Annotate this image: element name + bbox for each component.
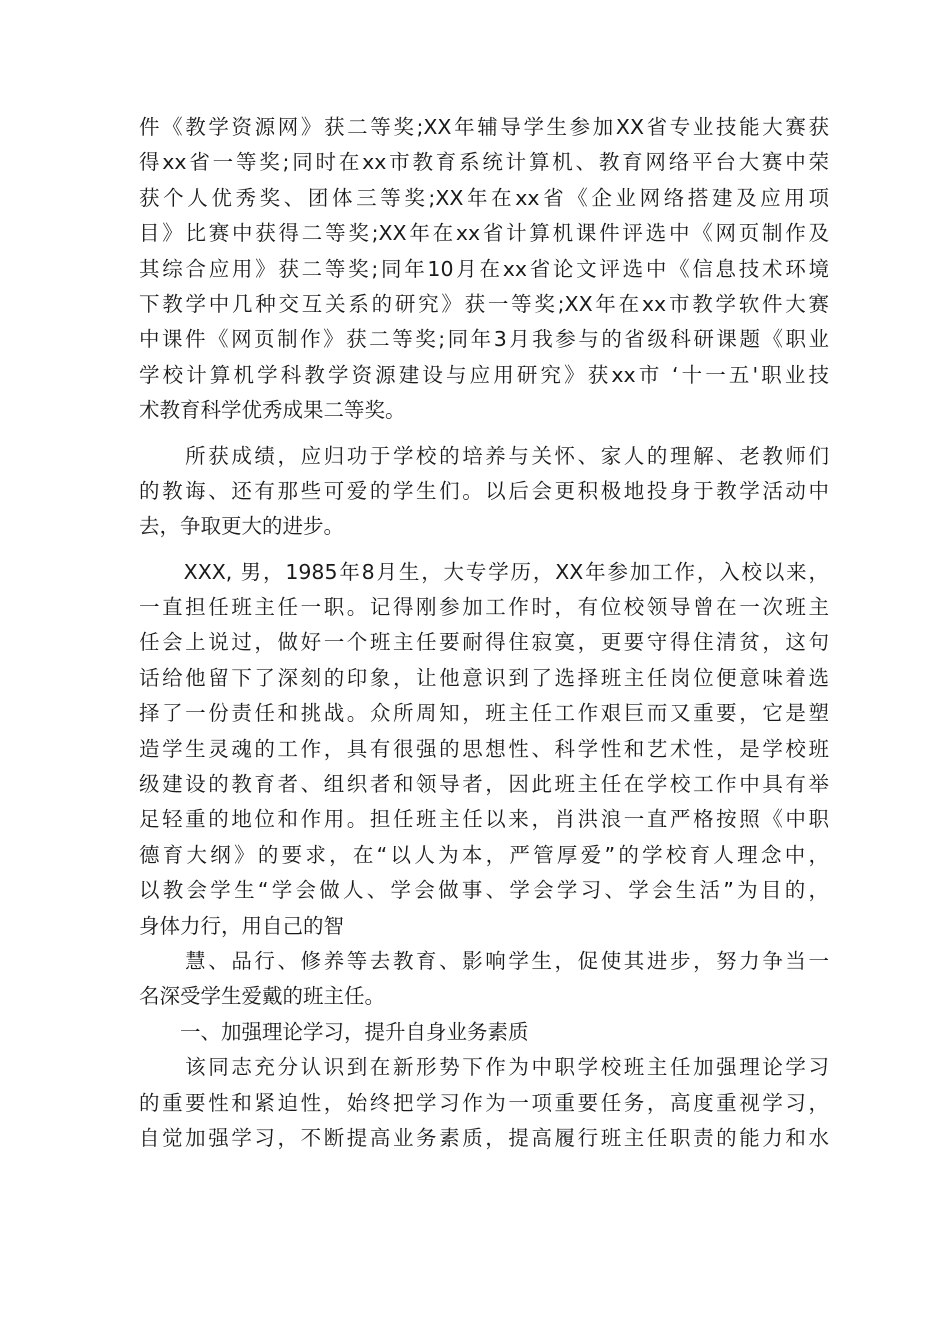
text-line: 下教学中几种交互关系的研究》获一等奖;XX年在xx市教学软件大赛 bbox=[139, 291, 829, 316]
document-body bbox=[139, 110, 829, 1156]
text-line: 学校计算机学科教学资源建设与应用研究》获xx市 ‘十一五'职业技 bbox=[139, 362, 829, 387]
text-line: 造学生灵魂的工作，具有很强的思想性、科学性和艺术性，是学校班 bbox=[139, 736, 829, 761]
text-line: 任会上说过，做好一个班主任要耐得住寂寞，更要守得住清贫，这句 bbox=[139, 630, 829, 655]
text-line: XXX, 男，1985年8月生，大专学历，XX年参加工作，入校以来， bbox=[139, 559, 829, 584]
text-line: 德育大纲》的要求，在“以人为本，严管厚爱”的学校育人理念中， bbox=[139, 842, 829, 867]
heading-line: 一、加强理论学习，提升自身业务素质 bbox=[139, 1019, 529, 1044]
text-line: 术教育科学优秀成果二等奖。 bbox=[139, 398, 406, 423]
paragraph-awards bbox=[139, 110, 829, 429]
text-line: 去，争取更大的进步。 bbox=[139, 514, 344, 539]
text-line: 的重要性和紧迫性，始终把学习作为一项重要任务，高度重视学习， bbox=[139, 1090, 829, 1115]
text-line: 其综合应用》获二等奖;同年10月在xx省论文评选中《信息技术环境 bbox=[139, 256, 829, 281]
text-line: 身体力行，用自己的智 bbox=[139, 913, 344, 938]
text-line: 慧、品行、修养等去教育、影响学生，促使其进步，努力争当一 bbox=[139, 948, 829, 973]
text-line: 件《教学资源网》获二等奖;XX年辅导学生参加XX省专业技能大赛获 bbox=[139, 115, 829, 139]
text-line: 获个人优秀奖、团体三等奖;XX年在xx省《企业网络搭建及应用项 bbox=[139, 185, 829, 210]
text-line: 级建设的教育者、组织者和领导者，因此班主任在学校工作中具有举 bbox=[139, 772, 829, 797]
section-heading bbox=[139, 1015, 829, 1050]
text-line: 中课件《网页制作》获二等奖;同年3月我参与的省级科研课题《职业 bbox=[139, 327, 829, 352]
text-line: 择了一份责任和挑战。众所周知，班主任工作艰巨而又重要，它是塑 bbox=[139, 701, 829, 726]
paragraph-achievements bbox=[139, 439, 829, 545]
text-line: 目》比赛中获得二等奖;XX年在xx省计算机课件评选中《网页制作及 bbox=[139, 221, 829, 246]
paragraph-profile bbox=[139, 555, 829, 944]
text-line: 自觉加强学习，不断提高业务素质，提高履行班主任职责的能力和水 bbox=[139, 1125, 829, 1150]
paragraph-continuation bbox=[139, 944, 829, 1015]
text-line: 得xx省一等奖;同时在xx市教育系统计算机、教育网络平台大赛中荣 bbox=[139, 150, 829, 175]
text-line: 的教诲、还有那些可爱的学生们。以后会更积极地投身于教学活动中 bbox=[139, 478, 829, 503]
text-line: 名深受学生爱戴的班主任。 bbox=[139, 984, 385, 1009]
text-line: 该同志充分认识到在新形势下作为中职学校班主任加强理论学习 bbox=[139, 1055, 829, 1080]
paragraph-theory-study bbox=[139, 1050, 829, 1156]
text-line: 话给他留下了深刻的印象，让他意识到了选择班主任岗位便意味着选 bbox=[139, 665, 829, 690]
text-line: 以教会学生“学会做人、学会做事、学会学习、学会生活”为目的， bbox=[139, 878, 829, 903]
text-line: 所获成绩，应归功于学校的培养与关怀、家人的理解、老教师们 bbox=[139, 443, 829, 468]
text-line: 一直担任班主任一职。记得刚参加工作时，有位校领导曾在一次班主 bbox=[139, 595, 829, 620]
text-line: 足轻重的地位和作用。担任班主任以来，肖洪浪一直严格按照《中职 bbox=[139, 807, 829, 832]
